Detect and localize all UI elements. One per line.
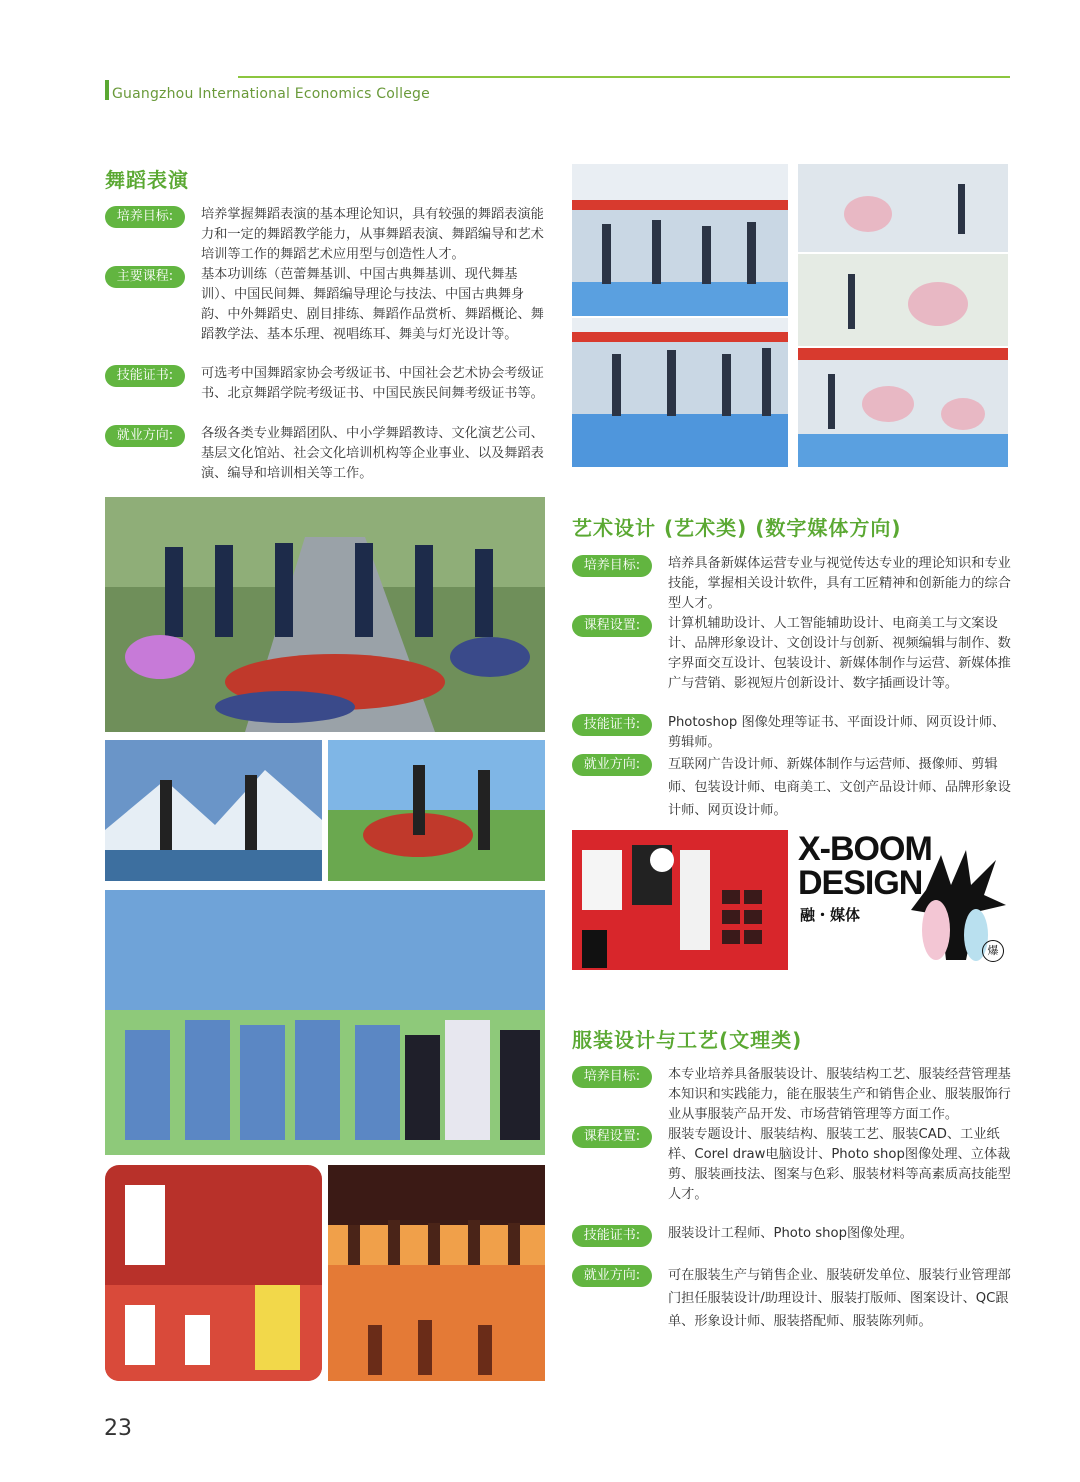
dance-courses-text: 基本功训练（芭蕾舞基训、中国古典舞基训、现代舞基训）、中国民间舞、舞蹈编导理论与技法、中国古典舞身韵、中外舞蹈史、剧目排练、舞蹈作品赏析、舞蹈概论、舞蹈教学法、基本乐理、视唱练耳、舞美与灯光设计等。 [201, 267, 544, 342]
red-stage-photo [105, 1165, 322, 1381]
fashion-row-cert [572, 1224, 1012, 1247]
fashion-cert-text: 服装设计工程师、Photo shop图像处理。 [668, 1226, 913, 1241]
art-cert-text: Photoshop 图像处理等证书、平面设计师、网页设计师、剪辑师。 [668, 715, 1006, 750]
dance-studio-photo-right [798, 164, 1008, 467]
poster-line3: 融・媒体 [800, 906, 861, 924]
dance-cert-label: 技能证书: [105, 365, 185, 387]
dance-row-cert [105, 364, 550, 404]
dance-row-goal [105, 205, 550, 265]
art-section-title: 艺术设计 (艺术类) (数字媒体方向) [572, 516, 902, 540]
fashion-courses-label: 课程设置: [572, 1126, 652, 1148]
art-row-career [572, 753, 1012, 822]
art-courses-label: 课程设置: [572, 615, 652, 637]
fashion-row-courses [572, 1125, 1012, 1205]
fashion-row-career [572, 1264, 1012, 1333]
dance-goal-label: 培养目标: [105, 206, 185, 228]
orange-stage-photo [328, 1165, 545, 1381]
fashion-career-text: 可在服装生产与销售企业、服装研发单位、服装行业管理部门担任服装设计/助理设计、服装打版师、图案设计、QC跟单、形象设计师、服装搭配师、服装陈列师。 [668, 1268, 1011, 1329]
art-cert-label: 技能证书: [572, 714, 652, 736]
header-accent-bar [105, 80, 109, 100]
art-career-text: 互联网广告设计师、新媒体制作与运营师、摄像师、剪辑师、包装设计师、电商美工、文创产品设计师、品牌形象设计师、网页设计师。 [668, 757, 1011, 818]
page-number: 23 [104, 1416, 132, 1441]
header-rule [238, 76, 1010, 78]
dance-row-courses [105, 265, 550, 345]
fashion-goal-text: 本专业培养具备服装设计、服装结构工艺、服装经营管理基本知识和实践能力，能在服装生产和销售企业、服装服饰行业从事服装产品开发、市场营销管理等方面工作。 [668, 1067, 1011, 1122]
fashion-courses-text: 服装专题设计、服装结构、服装工艺、服装CAD、工业纸样、Corel draw电脑设计、Photo shop图像处理、立体裁剪、服装画技法、图案与色彩、服装材料等高素质高技能型人才。 [668, 1127, 1011, 1202]
poster-line1: X-BOOM [798, 830, 932, 868]
dance-studio-photo-left [572, 164, 788, 467]
dance-row-career [105, 424, 550, 484]
art-row-cert [572, 713, 1012, 753]
fashion-goal-label: 培养目标: [572, 1066, 652, 1088]
poster-line2: DESIGN [798, 864, 923, 902]
art-row-goal [572, 554, 1012, 614]
xboom-poster [796, 830, 1012, 970]
duo-dance-photo [105, 740, 322, 881]
college-name: Guangzhou International Economics College [112, 86, 430, 102]
dance-courses-label: 主要课程: [105, 266, 185, 288]
design-merch-photo [572, 830, 788, 970]
group-costume-photo [105, 497, 545, 732]
art-goal-label: 培养目标: [572, 555, 652, 577]
art-goal-text: 培养具备新媒体运营专业与视觉传达专业的理论知识和专业技能，掌握相关设计软件，具有工匠精神和创新能力的综合型人才。 [668, 556, 1011, 611]
fashion-cert-label: 技能证书: [572, 1225, 652, 1247]
red-skirt-dance-photo [328, 740, 545, 881]
dance-career-label: 就业方向: [105, 425, 185, 447]
fashion-section-title: 服装设计与工艺(文理类) [572, 1028, 803, 1052]
dance-goal-text: 培养掌握舞蹈表演的基本理论知识，具有较强的舞蹈表演能力和一定的舞蹈教学能力，从事舞蹈表演、舞蹈编导和艺术培训等工作的舞蹈艺术应用型与创造性人才。 [201, 207, 544, 262]
poster-badge: 爆 [982, 940, 1004, 962]
dance-cert-text: 可选考中国舞蹈家协会考级证书、中国社会艺术协会考级证书、北京舞蹈学院考级证书、中国民族民间舞考级证书等。 [201, 366, 544, 401]
art-courses-text: 计算机辅助设计、人工智能辅助设计、电商美工与文案设计、品牌形象设计、文创设计与创新、视频编辑与制作、数字界面交互设计、包装设计、新媒体制作与运营、新媒体推广与营销、影视短片创新设计、数字插画设计等。 [668, 616, 1011, 691]
fashion-row-goal [572, 1065, 1012, 1125]
art-career-label: 就业方向: [572, 754, 652, 776]
dance-career-text: 各级各类专业舞蹈团队、中小学舞蹈教诗、文化演艺公司、基层文化馆站、社会文化培训机构等企业事业、以及舞蹈表演、编导和培训相关等工作。 [201, 426, 544, 481]
art-row-courses [572, 614, 1012, 694]
dance-section-title: 舞蹈表演 [105, 168, 189, 192]
stage-performance-photo [105, 890, 545, 1155]
fashion-career-label: 就业方向: [572, 1265, 652, 1287]
